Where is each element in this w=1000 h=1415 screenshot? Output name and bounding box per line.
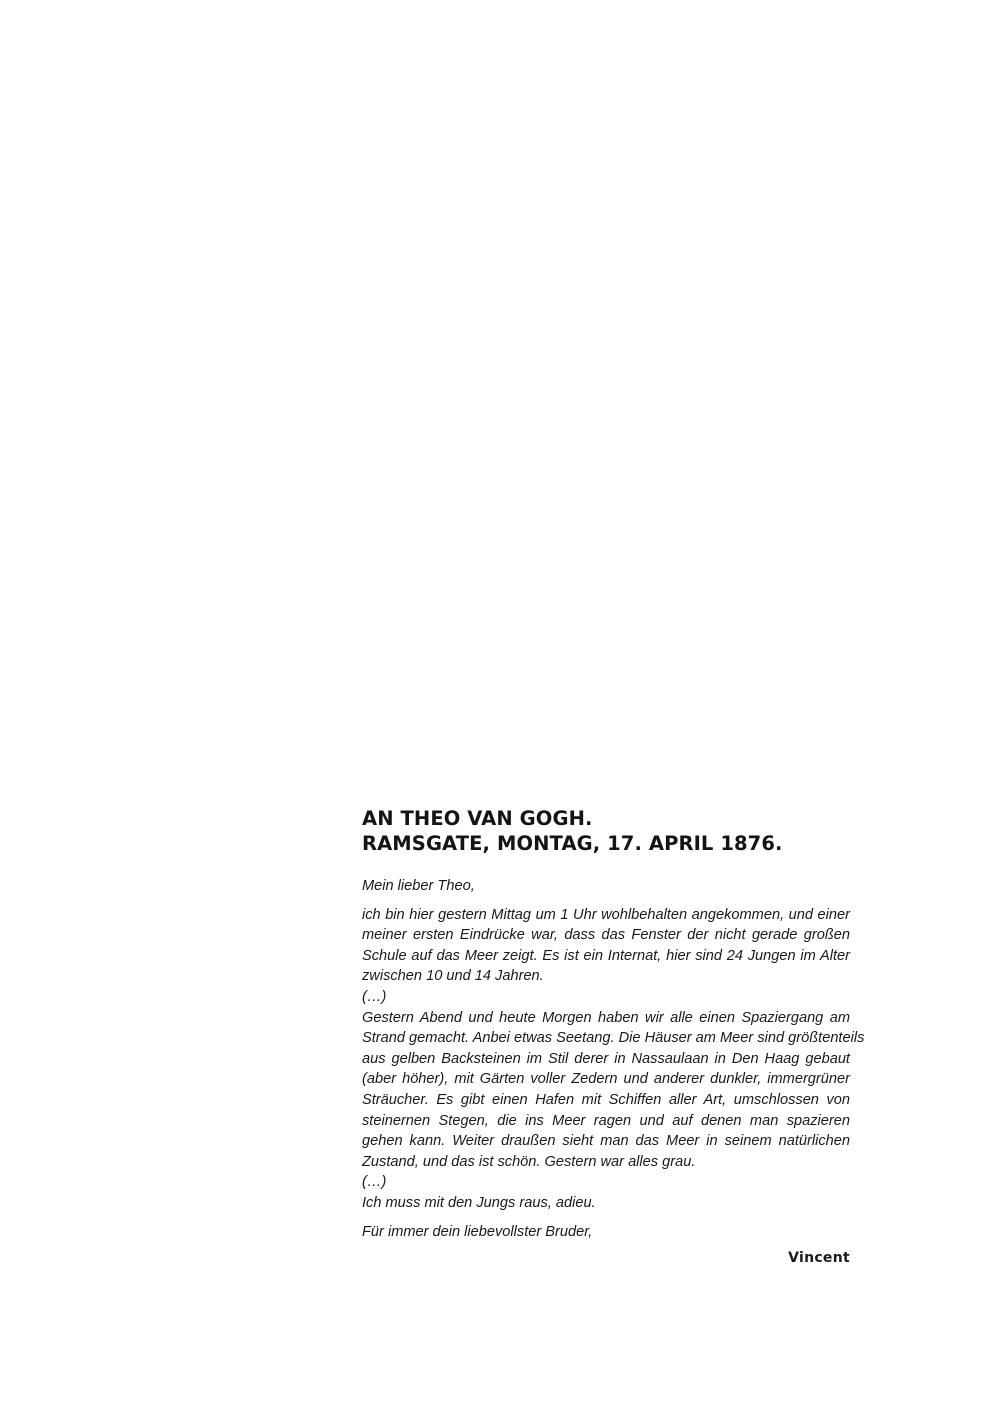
text-line: Strand gemacht. Anbei etwas Seetang. Die Häuser am Meer sind größtenteils [362,1030,865,1047]
text-line: steinernen Stegen, die ins Meer ragen und auf denen man spazieren [362,1112,850,1129]
text-line: gehen kann. Weiter draußen sieht man das Meer in seinem natürlichen [362,1133,850,1150]
letter [362,806,865,1268]
text-line: aus gelben Backsteinen im Stil derer in Nassaulaan in Den Haag gebaut [362,1050,850,1067]
text-line: (aber höher), mit Gärten voller Zedern und anderer dunkler, immergrüner [362,1071,850,1088]
salutation: Mein lieber Theo, [362,878,475,894]
closing-line: Für immer dein liebevollster Bruder, [362,1223,593,1240]
text-line: Sträucher. Es gibt einen Hafen mit Schiffen aller Art, umschlossen von [362,1091,850,1108]
letter-body [362,876,865,1268]
omission-mark: (…) [362,988,387,1005]
signature: Vincent [788,1250,850,1267]
paragraph-arrival [362,905,865,1214]
text-line: meiner ersten Eindrücke war, dass das Fenster der nicht gerade großen [362,927,850,944]
text-line: Zustand, und das ist schön. Gestern war alles grau. [362,1153,696,1170]
text-line: Schule auf das Meer zeigt. Es ist ein Internat, hier sind 24 Jungen im Alter [362,947,850,964]
heading-place-date: RAMSGATE, MONTAG, 17. APRIL 1876. [362,832,783,855]
letter-heading [362,806,850,856]
farewell-line: Ich muss mit den Jungs raus, adieu. [362,1194,596,1211]
heading-recipient: AN THEO VAN GOGH. [362,807,593,830]
text-line: Gestern Abend und heute Morgen haben wir alle einen Spaziergang am [362,1009,850,1026]
text-line: ich bin hier gestern Mittag um 1 Uhr wohlbehalten angekommen, und einer [362,906,850,923]
text-line: zwischen 10 und 14 Jahren. [362,968,544,985]
omission-mark: (…) [362,1174,387,1191]
